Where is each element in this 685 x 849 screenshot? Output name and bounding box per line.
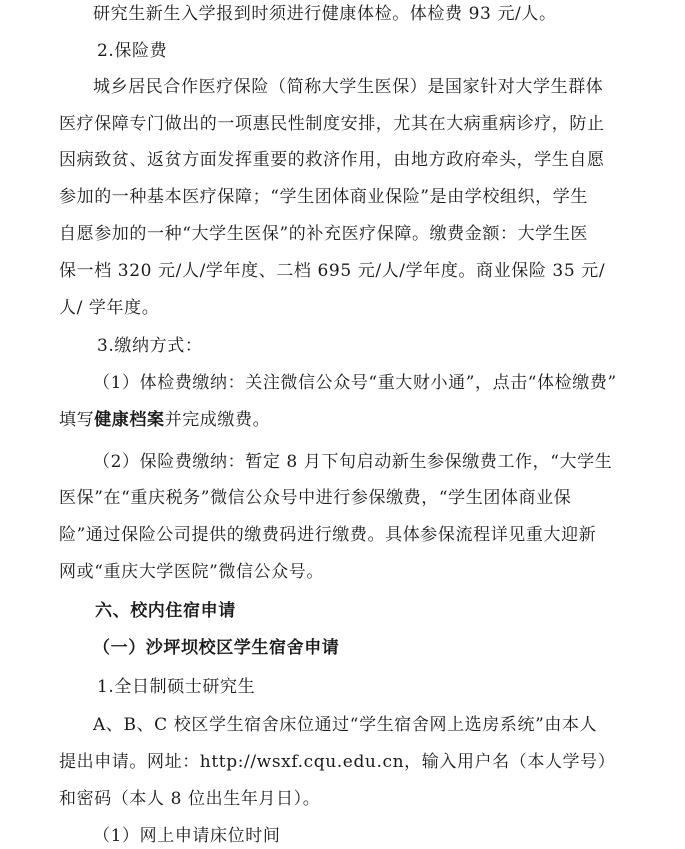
text-line: 城乡居民合作医疗保险（简称大学生医保）是国家针对大学生群体 [93, 77, 604, 97]
text-line: 医保”在“重庆税务”微信公众号中进行参保缴费，“学生团体商业保 [59, 488, 572, 508]
text-line: 险”通过保险公司提供的缴费码进行缴费。具体参保流程详见重大迎新 [59, 525, 597, 545]
section-heading: 1.全日制硕士研究生 [97, 677, 256, 697]
section-heading: 2.保险费 [97, 41, 168, 61]
text-line: A、B、C 校区学生宿舍床位通过“学生宿舍网上选房系统”由本人 [93, 715, 598, 735]
text-line [59, 409, 270, 431]
text-line: 人/ 学年度。 [59, 298, 160, 318]
section-heading: 3.缴纳方式： [97, 336, 203, 356]
text-line: （2）保险费缴纳：暂定 8 月下旬启动新生参保缴费工作，“大学生 [93, 452, 613, 472]
text-run: 并完成缴费。 [164, 410, 271, 430]
text-line: 医疗保障专门做出的一项惠民性制度安排，尤其在大病重病诊疗，防止 [59, 114, 605, 134]
subsection-heading: （一）沙坪坝校区学生宿舍申请 [93, 638, 340, 658]
text-line: 因病致贫、返贫方面发挥重要的救济作用，由地方政府牵头，学生自愿 [59, 150, 605, 170]
text-line: 保一档 320 元/人/学年度、二档 695 元/人/学年度。商业保险 35 元/ [59, 261, 606, 281]
section-heading: （1）网上申请床位时间 [93, 826, 281, 846]
text-line: 提出申请。网址：http://wsxf.cqu.edu.cn，输入用户名（本人学号） [59, 752, 616, 772]
text-line: 网或“重庆大学医院”微信公众号。 [59, 562, 324, 582]
text-line: 参加的一种基本医疗保障；“学生团体商业保险”是由学校组织，学生 [59, 187, 588, 207]
bold-term: 健康档案 [94, 410, 165, 430]
chapter-heading: 六、校内住宿申请 [95, 601, 236, 621]
text-line: 自愿参加的一种“大学生医保”的补充医疗保障。缴费金额：大学生医 [59, 224, 588, 244]
text-line: （1）体检费缴纳：关注微信公众号“重大财小通”，点击“体检缴费” [93, 373, 617, 393]
text-line: 研究生新生入学报到时须进行健康体检。体检费 93 元/人。 [93, 4, 557, 24]
text-run: 填写 [59, 410, 95, 430]
text-line: 和密码（本人 8 位出生年月日）。 [59, 789, 321, 809]
